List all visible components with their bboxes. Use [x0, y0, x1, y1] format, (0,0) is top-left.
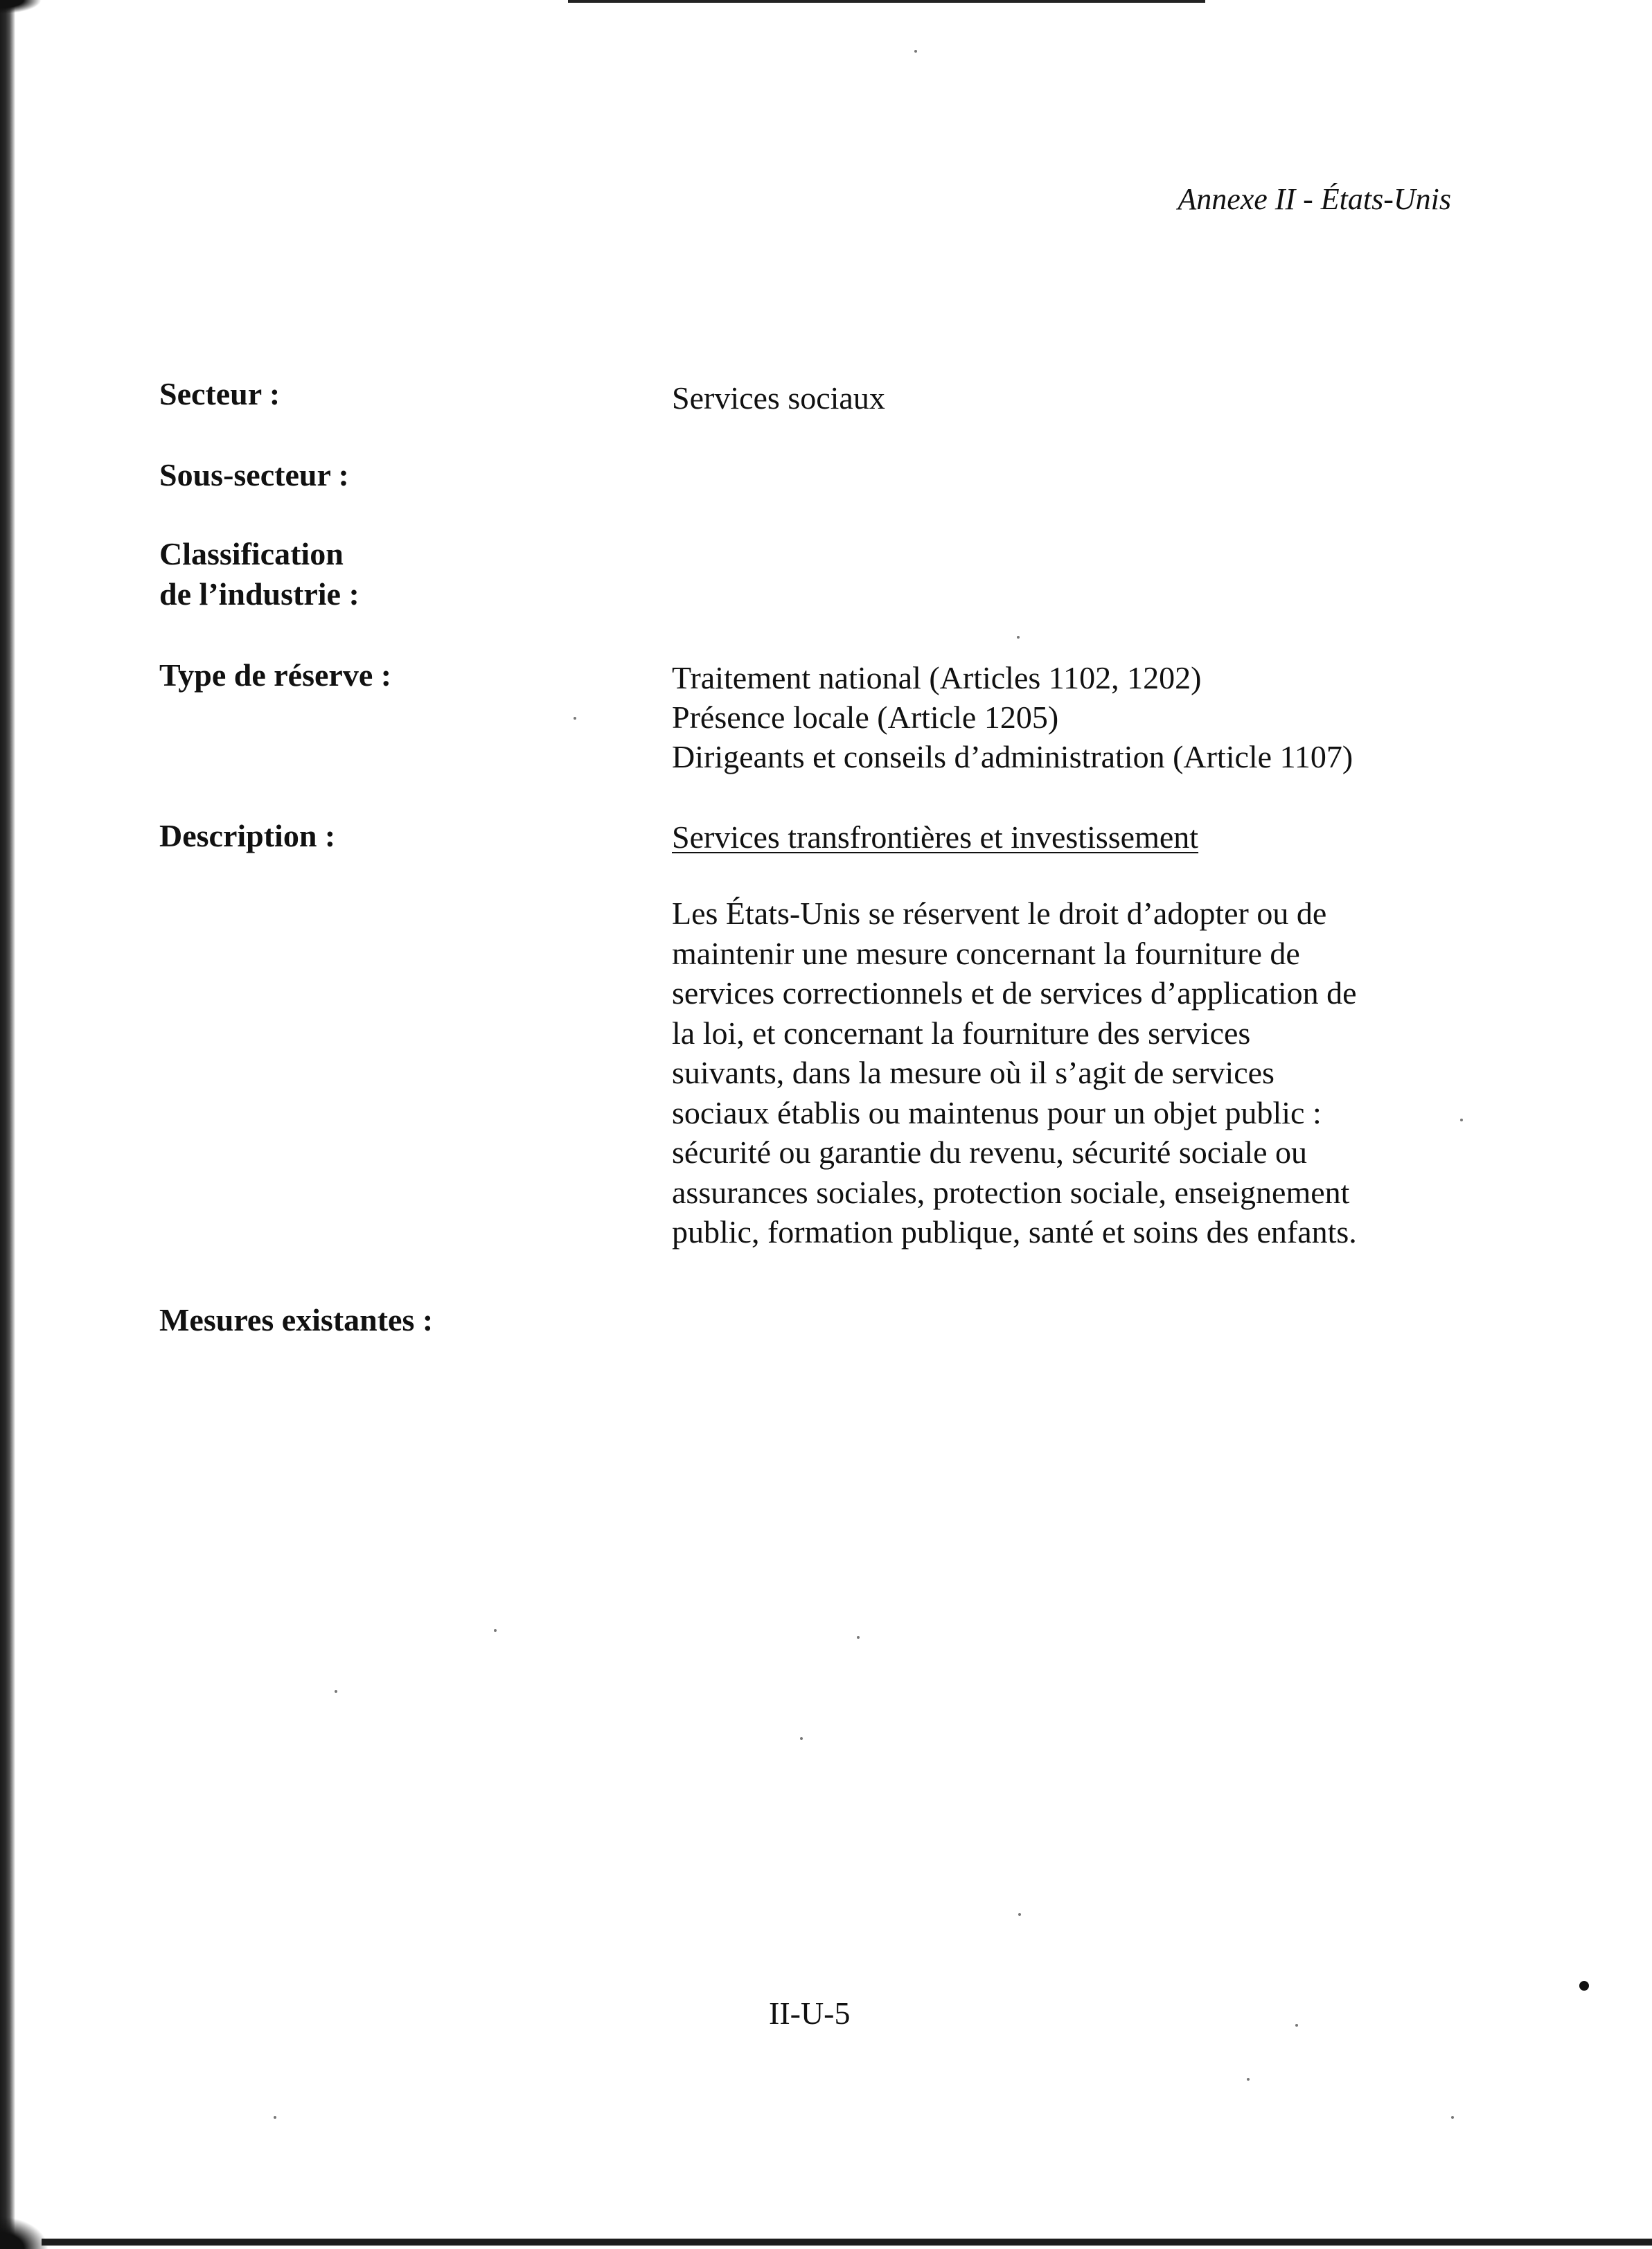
- scan-top-edge-line: [568, 0, 1205, 3]
- scan-speck: [494, 1629, 497, 1632]
- scan-binding-edge: [0, 0, 15, 2249]
- sector-value: Services sociaux: [672, 380, 885, 416]
- description-line: Les États-Unis se réservent le droit d’adopter ou de: [672, 896, 1327, 931]
- reservation-type-label: Type de réserve :: [159, 657, 392, 693]
- scan-corner-mark-top: [0, 0, 42, 14]
- reservation-type-item: Présence locale (Article 1205): [672, 700, 1059, 735]
- annex-header: Annexe II - États-Unis: [1178, 182, 1451, 216]
- page-number: II-U-5: [769, 1995, 851, 2031]
- scan-speck: [1018, 1913, 1021, 1916]
- reservation-type-item: Dirigeants et conseils d’administration (Article 1107): [672, 739, 1353, 774]
- existing-measures-label: [159, 1300, 433, 1340]
- scan-ink-blot: [1579, 1981, 1589, 1991]
- scan-speck: [1460, 1119, 1463, 1121]
- description-line: assurances sociales, protection sociale, enseignement: [672, 1174, 1350, 1210]
- scan-speck: [914, 50, 917, 53]
- scan-speck: [335, 1690, 337, 1693]
- sector-label: Secteur :: [159, 376, 281, 411]
- reservation-type-item: Traitement national (Articles 1102, 1202): [672, 660, 1202, 695]
- description-label: Description :: [159, 818, 336, 853]
- scan-speck: [857, 1636, 860, 1639]
- description-line: maintenir une mesure concernant la fourniture de: [672, 935, 1300, 971]
- scan-speck: [1451, 2116, 1454, 2119]
- description-line: sociaux établis ou maintenus pour un objet public :: [672, 1094, 1322, 1130]
- classification-label-line-1: Classification: [159, 536, 344, 571]
- subsector-label: Sous-secteur :: [159, 457, 349, 492]
- existing-measures-label-text: Mesures existantes :: [159, 1302, 434, 1337]
- description-line: sécurité ou garantie du revenu, sécurité sociale ou: [672, 1135, 1308, 1170]
- description-heading: Services transfrontières et investissement: [672, 819, 1199, 855]
- description-line: services correctionnels et de services d’application de: [672, 975, 1357, 1011]
- reservation-type-values: [672, 658, 1353, 776]
- classification-label: [159, 534, 359, 614]
- scan-speck: [274, 2116, 276, 2119]
- scan-bottom-edge-line: [42, 2239, 1652, 2246]
- classification-label-line-2: de l’industrie :: [159, 576, 359, 612]
- scan-speck: [1295, 2024, 1298, 2027]
- scan-speck: [1017, 636, 1020, 639]
- scan-speck: [800, 1737, 803, 1740]
- scan-speck: [1247, 2078, 1250, 2081]
- description-line: public, formation publique, santé et soins des enfants.: [672, 1214, 1357, 1250]
- description-line: la loi, et concernant la fourniture des services: [672, 1015, 1251, 1051]
- description-body: [672, 894, 1357, 1252]
- description-line: suivants, dans la mesure où il s’agit de services: [672, 1055, 1274, 1090]
- scan-speck: [574, 717, 576, 720]
